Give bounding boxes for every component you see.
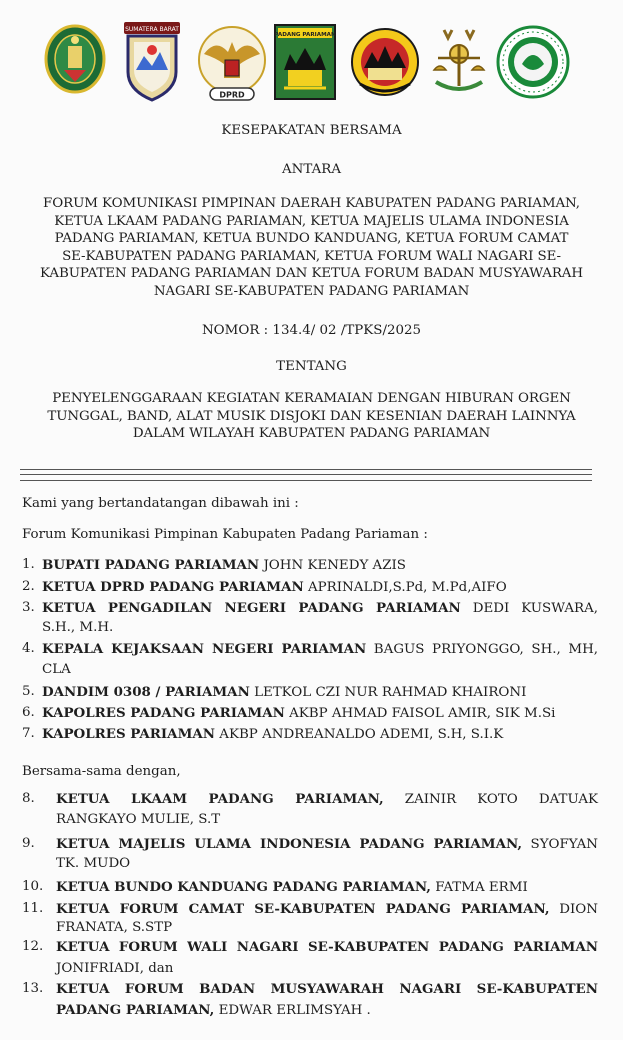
list-number: 6.: [22, 705, 35, 720]
padang-pariaman-emblem-icon: [274, 24, 336, 100]
about-label: TENTANG: [276, 359, 347, 374]
lkaam-emblem-icon: [350, 26, 420, 98]
person-name: ZAINIR KOTO DATUAK: [383, 792, 598, 807]
list-item-line: [42, 639, 598, 660]
garuda-dprd-emblem-icon: [196, 24, 268, 104]
list-number: 3.: [22, 600, 35, 615]
intro-text: Kami yang bertandatangan dibawah ini :: [22, 496, 299, 511]
person-name: JONIFRIADI, dan: [56, 961, 174, 976]
document-title: KESEPAKATAN BERSAMA: [221, 123, 402, 138]
person-name: TK. MUDO: [56, 856, 131, 871]
divider-rule: [20, 469, 592, 470]
office-title: KETUA BUNDO KANDUANG PADANG PARIAMAN,: [56, 879, 431, 895]
person-name: S.H., M.H.: [42, 620, 114, 635]
list-item-line: [56, 810, 220, 830]
office-title: PADANG PARIAMAN,: [56, 1002, 215, 1018]
list-item-line: [56, 918, 172, 938]
list-item-line: [42, 598, 598, 619]
list-number: 12.: [22, 939, 44, 954]
document-number: NOMOR : 134.4/ 02 /TPKS/2025: [201, 323, 422, 338]
office-title: KAPOLRES PARIAMAN: [42, 726, 216, 742]
person-name: AKBP AHMAD FAISOL AMIR, SIK M.Si: [284, 706, 556, 721]
subject-line: PENYELENGGARAAN KEGIATAN KERAMAIAN DENGAN HIBURAN ORGEN: [52, 391, 571, 406]
person-name: BAGUS PRIYONGGO, SH., MH,: [366, 642, 599, 657]
office-title: DANDIM 0308 / PARIAMAN: [42, 684, 250, 700]
list-item-line: [42, 660, 71, 680]
list-number: 13.: [22, 981, 44, 996]
list-item-line: [42, 618, 113, 638]
list-number: 4.: [22, 641, 35, 656]
list-item-line: [42, 724, 503, 745]
person-name: EDWAR ERLIMSYAH .: [214, 1003, 371, 1018]
person-name: CLA: [42, 662, 71, 677]
office-title: KETUA LKAAM PADANG PARIAMAN,: [56, 791, 384, 807]
list-item-line: [56, 959, 173, 979]
list-item-line: [56, 877, 528, 898]
mahkamah-agung-seal-icon: [44, 24, 106, 94]
between-label: ANTARA: [281, 162, 341, 177]
list-item-line: [42, 682, 526, 703]
person-name: FRANATA, S.STP: [56, 920, 173, 935]
logo-row: [40, 20, 575, 105]
list-item-line: [56, 899, 598, 920]
logo-caption-3: DPRD: [219, 90, 245, 100]
list-number: 10.: [22, 879, 44, 894]
list-number: 11.: [22, 901, 44, 916]
divider-rule: [20, 474, 592, 475]
subject-block: [0, 390, 623, 443]
list-number: 9.: [22, 836, 35, 851]
list-number: 8.: [22, 791, 35, 806]
office-title: KETUA PENGADILAN NEGERI PADANG PARIAMAN: [42, 600, 461, 616]
person-name: APRINALDI,S.Pd, M.Pd,AIFO: [303, 580, 507, 595]
list-item-line: [42, 577, 507, 598]
person-name: RANGKAYO MULIE, S.T: [56, 812, 221, 827]
person-name: DEDI KUSWARA,: [460, 601, 598, 616]
parties-line: PADANG PARIAMAN, KETUA BUNDO KANDUANG, KETUA FORUM CAMAT: [54, 231, 569, 247]
office-title: KETUA FORUM BADAN MUSYAWARAH NAGARI SE-KABUPATEN: [56, 981, 598, 997]
together-text: Bersama-sama dengan,: [22, 764, 181, 779]
person-name: SYOFYAN: [522, 837, 598, 852]
list-item-line: [56, 834, 598, 855]
list-number: 5.: [22, 684, 35, 699]
office-title: KEPALA KEJAKSAAN NEGERI PARIAMAN: [42, 641, 367, 657]
list-item-line: [56, 1000, 371, 1021]
person-name: LETKOL CZI NUR RAHMAD KHAIRONI: [249, 685, 527, 700]
office-title: BUPATI PADANG PARIAMAN: [42, 557, 260, 573]
parties-line: SE-KABUPATEN PADANG PARIAMAN, KETUA FORUM WALI NAGARI SE-: [62, 248, 561, 264]
parties-line: KABUPATEN PADANG PARIAMAN DAN KETUA FORUM BADAN MUSYAWARAH: [40, 266, 583, 282]
list-item-line: [56, 937, 598, 958]
parties-block: [0, 195, 623, 301]
list-number: 1.: [22, 557, 35, 572]
parties-line: FORUM KOMUNIKASI PIMPINAN DAERAH KABUPATEN PADANG PARIAMAN,: [43, 196, 580, 211]
person-name: DION: [549, 902, 598, 917]
office-title: KETUA DPRD PADANG PARIAMAN: [42, 579, 304, 595]
forum-text: Forum Komunikasi Pimpinan Kabupaten Padang Pariaman :: [22, 527, 428, 542]
office-title: KAPOLRES PADANG PARIAMAN: [42, 705, 285, 721]
list-item-line: [56, 789, 598, 810]
person-name: JOHN KENEDY AZIS: [259, 558, 406, 573]
office-title: KETUA FORUM WALI NAGARI SE-KABUPATEN PADANG PARIAMAN: [56, 939, 598, 955]
parties-line: NAGARI SE-KABUPATEN PADANG PARIAMAN: [153, 283, 470, 299]
person-name: AKBP ANDREANALDO ADEMI, S.H, S.I.K: [215, 727, 504, 742]
list-number: 7.: [22, 726, 35, 741]
mui-seal-icon: [496, 24, 570, 100]
list-item-line: [56, 854, 130, 874]
divider-rule: [20, 480, 592, 481]
subject-line: DALAM WILAYAH KABUPATEN PADANG PARIAMAN: [132, 426, 491, 442]
logo-caption-4: PADANG PARIAMAN: [274, 32, 336, 38]
office-title: KETUA MAJELIS ULAMA INDONESIA PADANG PARIAMAN,: [56, 836, 523, 852]
list-item-line: [56, 979, 598, 1000]
list-number: 2.: [22, 579, 35, 594]
list-item-line: [42, 703, 555, 724]
logo-caption-2: SUMATERA BARAT: [125, 26, 179, 33]
subject-line: TUNGGAL, BAND, ALAT MUSIK DISJOKI DAN KESENIAN DAERAH LAINNYA: [47, 408, 576, 424]
person-name: FATMA ERMI: [430, 880, 528, 895]
list-item-line: [42, 555, 406, 576]
parties-line: KETUA LKAAM PADANG PARIAMAN, KETUA MAJELIS ULAMA INDONESIA: [54, 213, 569, 229]
polda-sumbar-emblem-icon: [122, 20, 182, 102]
kejaksaan-emblem-icon: [428, 24, 490, 98]
office-title: KETUA FORUM CAMAT SE-KABUPATEN PADANG PARIAMAN,: [56, 901, 550, 917]
